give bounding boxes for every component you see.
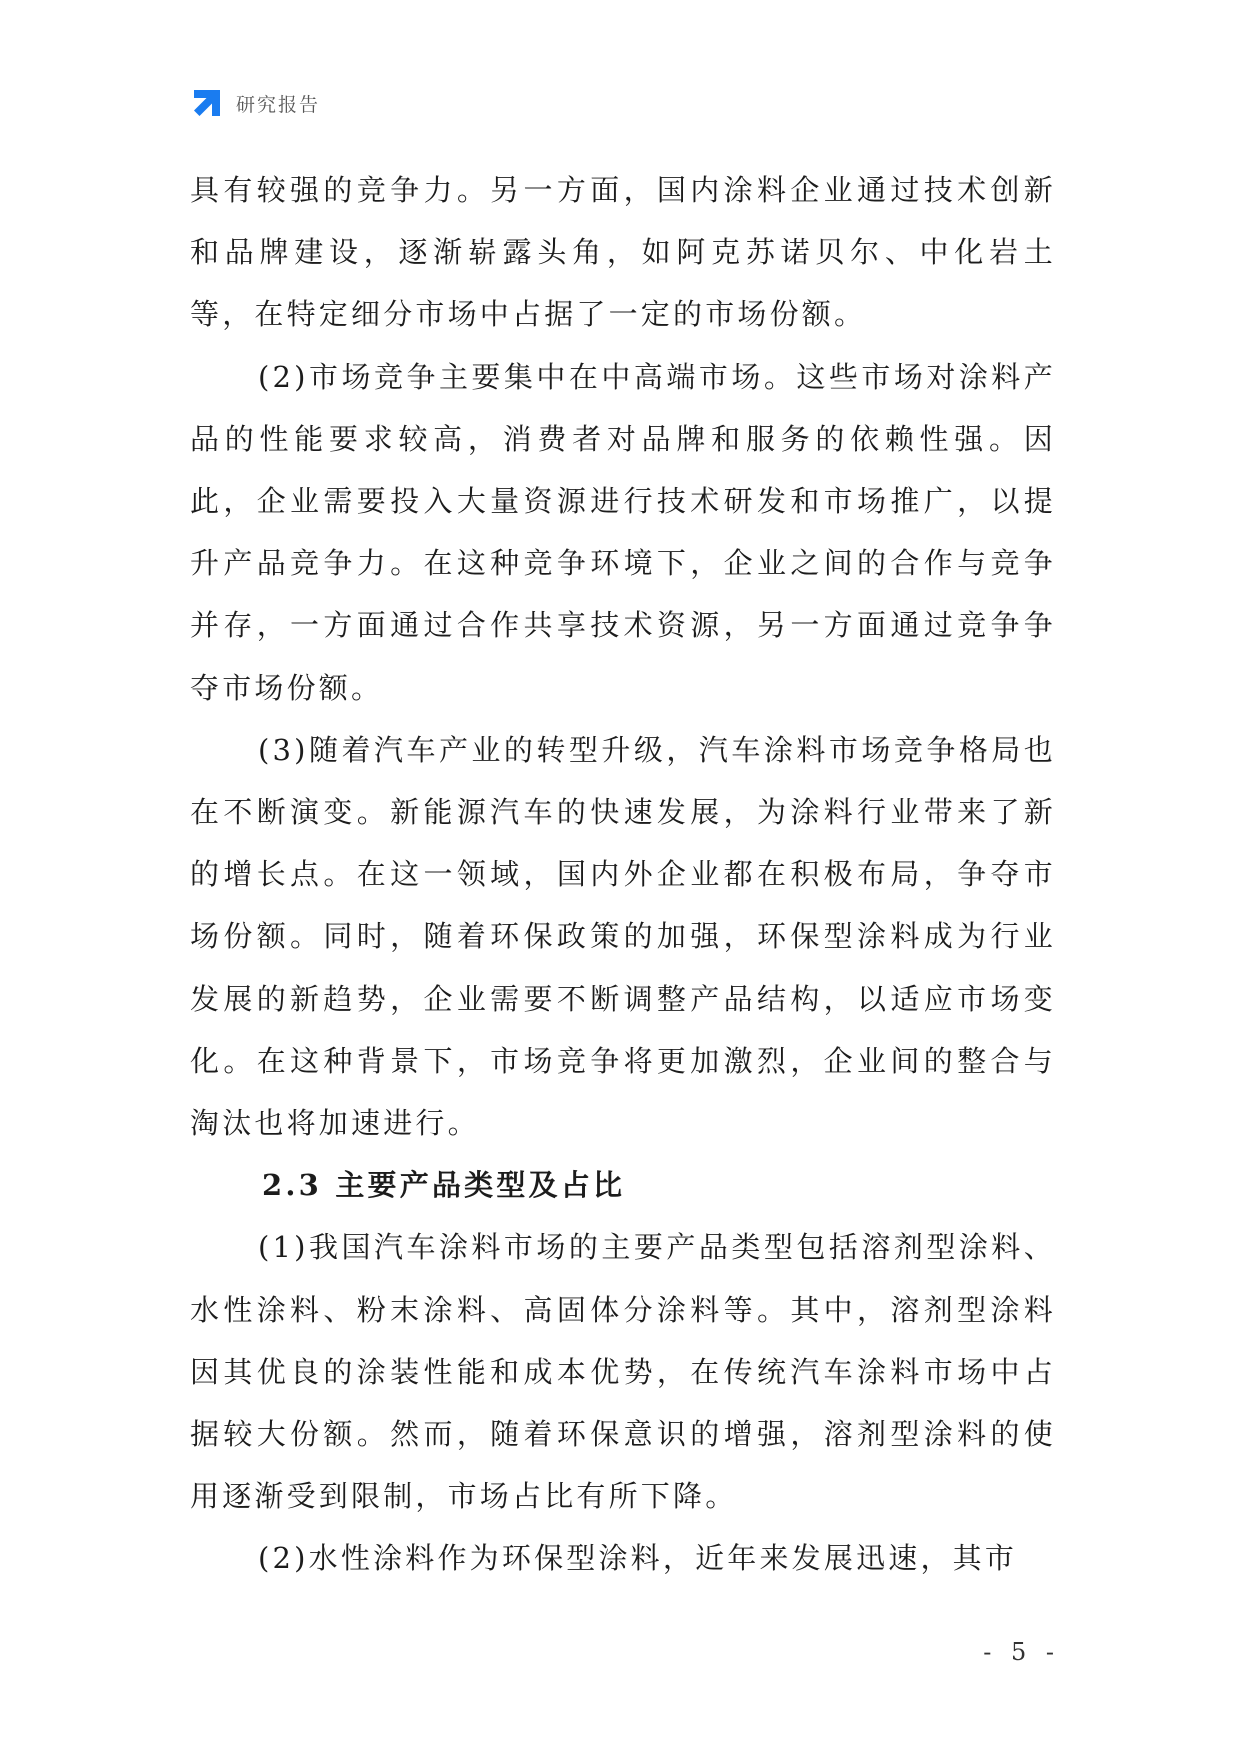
header-title: 研究报告: [236, 93, 321, 116]
paragraph-market-competition-3: (3)随着汽车产业的转型升级，汽车涂料市场竞争格局也在不断演变。新能源汽车的快速发展，为涂料行业带来了新的增长点。在这一领域，国内外企业都在积极布局，争夺市场份额。同时，随着环保政策的加强，环保型涂料成为行业发展的新趋势，企业需要不断调整产品结构，以适应市场变化。在这种背景下，市场竞争将更加激烈，企业间的整合与淘汰也将加速进行。: [190, 732, 1056, 1141]
paragraph-product-types-1: (1)我国汽车涂料市场的主要产品类型包括溶剂型涂料、水性涂料、粉末涂料、高固体分涂料等。其中，溶剂型涂料因其优良的涂装性能和成本优势，在传统汽车涂料市场中占据较大份额。然而，随着环保意识的增强，溶剂型涂料的使用逐渐受到限制，市场占比有所下降。: [190, 1230, 1056, 1514]
paragraph-market-competition-2: (2)市场竞争主要集中在中高端市场。这些市场对涂料产品的性能要求较高，消费者对品牌和服务的依赖性强。因此，企业需要投入大量资源进行技术研发和市场推广，以提升产品竞争力。在这种竞争环境下，企业之间的合作与竞争并存，一方面通过合作共享技术资源，另一方面通过竞争争夺市场份额。: [190, 359, 1056, 705]
section-heading: 2.3 主要产品类型及占比: [262, 1168, 626, 1203]
report-body: [190, 159, 1056, 1590]
report-header: [190, 86, 320, 120]
arrow-up-right-icon: [190, 86, 224, 120]
paragraph-continued: 具有较强的竞争力。另一方面，国内涂料企业通过技术创新和品牌建设，逐渐崭露头角，如阿克苏诺贝尔、中化岩土等，在特定细分市场中占据了一定的市场份额。: [190, 173, 1056, 332]
page-number: - 5 -: [983, 1638, 1060, 1666]
paragraph-product-types-2: (2)水性涂料作为环保型涂料，近年来发展迅速，其市: [258, 1541, 1018, 1576]
